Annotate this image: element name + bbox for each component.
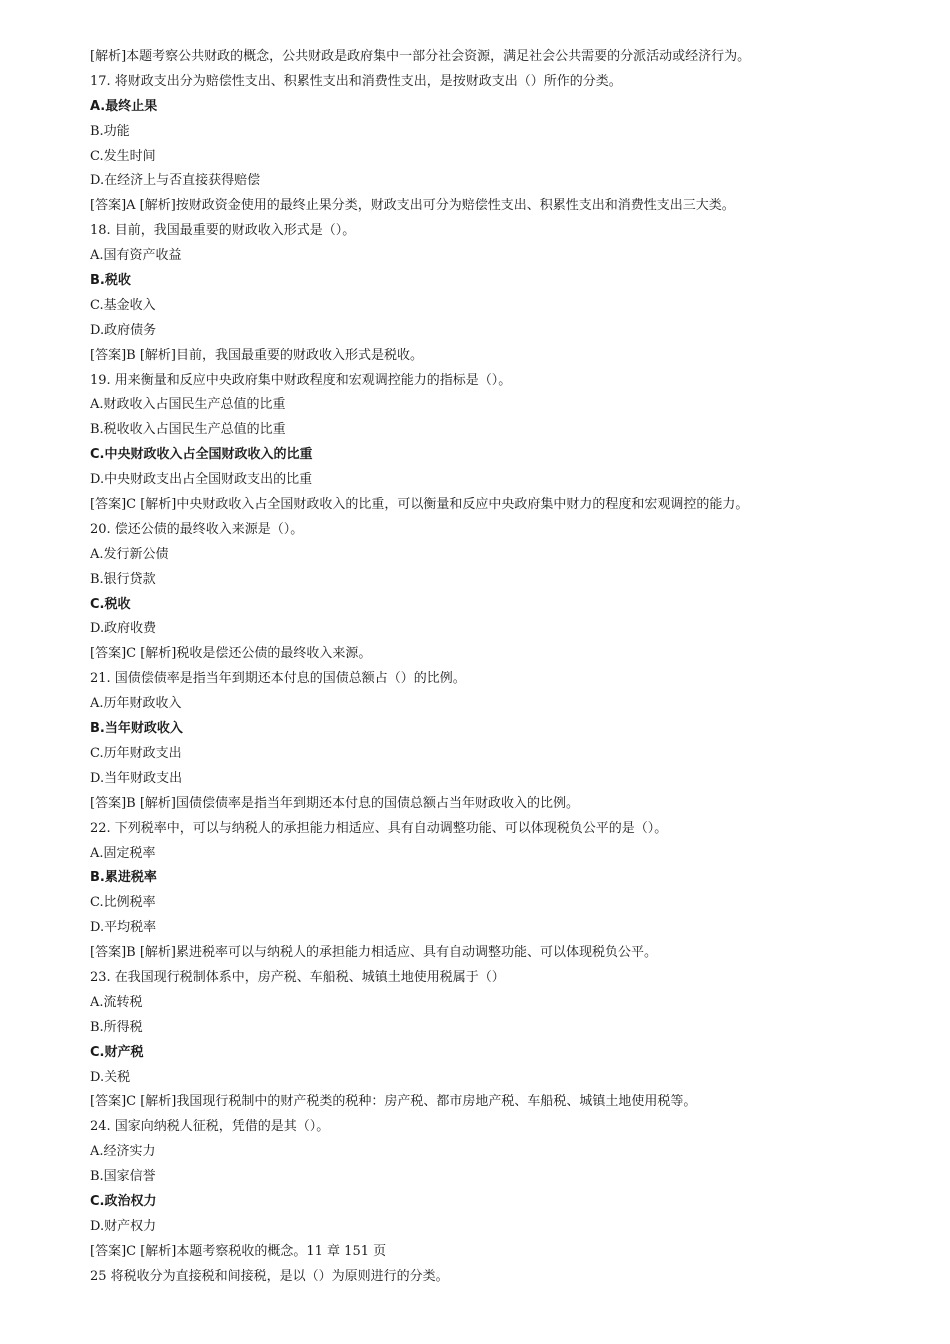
answer-option-correct: C.税收 (90, 596, 131, 612)
text-line: [答案]C [解析]本题考察税收的概念。11 章 151 页 (90, 1243, 387, 1259)
text-line: 18. 目前，我国最重要的财政收入形式是（）。 (90, 223, 356, 239)
text-line: [解析]本题考察公共财政的概念，公共财政是政府集中一部分社会资源，满足社会公共需要的分派活动或经济行为。 (90, 49, 751, 64)
answer-option-correct: B.税收 (90, 273, 131, 289)
text-line: 22. 下列税率中，可以与纳税人的承担能力相适应、具有自动调整功能、可以体现税负公平的是（）。 (90, 820, 668, 836)
text-line: [答案]C [解析]我国现行税制中的财产税类的税种：房产税、都市房地产税、车船税、城镇土地使用税等。 (90, 1094, 697, 1110)
text-line: D.政府收费 (90, 621, 157, 637)
text-line: A.发行新公债 (90, 546, 169, 562)
text-line: D.在经济上与否直接获得赔偿 (90, 173, 261, 189)
answer-option-correct: B.累进税率 (90, 870, 157, 886)
document-body (90, 45, 930, 1290)
text-line: [答案]B [解析]累进税率可以与纳税人的承担能力相适应、具有自动调整功能、可以体现税负公平。 (90, 945, 657, 961)
text-line: [答案]B [解析]目前，我国最重要的财政收入形式是税收。 (90, 347, 423, 363)
text-line: D.政府债务 (90, 322, 157, 338)
text-line: A.国有资产收益 (90, 248, 182, 264)
answer-option-correct: B.当年财政收入 (90, 721, 183, 737)
text-line: B.国家信誉 (90, 1169, 156, 1185)
text-line: D.当年财政支出 (90, 770, 183, 786)
text-line: 24. 国家向纳税人征税，凭借的是其（）。 (90, 1119, 330, 1135)
text-line: 21. 国债偿债率是指当年到期还本付息的国债总额占（）的比例。 (90, 671, 466, 687)
text-line: 23. 在我国现行税制体系中，房产税、车船税、城镇土地使用税属于（） (90, 969, 505, 985)
text-line: 19. 用来衡量和反应中央政府集中财政程度和宏观调控能力的指标是（）。 (90, 372, 512, 388)
text-line: B.所得税 (90, 1019, 143, 1035)
text-line: 25 将税收分为直接税和间接税，是以（）为原则进行的分类。 (90, 1268, 449, 1284)
text-line: D.中央财政支出占全国财政支出的比重 (90, 472, 313, 488)
text-line: B.税收收入占国民生产总值的比重 (90, 422, 286, 438)
text-line: A.历年财政收入 (90, 696, 182, 712)
answer-option-correct: C.中央财政收入占全国财政收入的比重 (90, 447, 313, 463)
text-line: [答案]A [解析]按财政资金使用的最终止果分类，财政支出可分为赔偿性支出、积累性支出和消费性支出三大类。 (90, 198, 735, 214)
text-line: [答案]C [解析]税收是偿还公债的最终收入来源。 (90, 646, 372, 662)
text-line: C.历年财政支出 (90, 745, 182, 761)
answer-option-correct: C.政治权力 (90, 1193, 157, 1209)
text-line: [答案]B [解析]国债偿债率是指当年到期还本付息的国债总额占当年财政收入的比例。 (90, 795, 579, 811)
text-line: A.固定税率 (90, 845, 156, 861)
text-line: 17. 将财政支出分为赔偿性支出、积累性支出和消费性支出，是按财政支出（）所作的分类。 (90, 73, 622, 89)
answer-option-correct: A.最终止果 (90, 98, 158, 114)
text-line: A.流转税 (90, 994, 143, 1010)
text-line: [答案]C [解析]中央财政收入占全国财政收入的比重，可以衡量和反应中央政府集中财力的程度和宏观调控的能力。 (90, 497, 749, 513)
text-line: A.经济实力 (90, 1144, 156, 1160)
text-line: D.财产权力 (90, 1218, 157, 1234)
text-line: B.功能 (90, 123, 130, 139)
answer-option-correct: C.财产税 (90, 1044, 144, 1060)
text-line: C.比例税率 (90, 895, 156, 911)
text-line: D.平均税率 (90, 920, 157, 936)
text-line: D.关税 (90, 1069, 131, 1085)
text-line: C.发生时间 (90, 148, 156, 164)
text-line: A.财政收入占国民生产总值的比重 (90, 397, 286, 413)
text-line: 20. 偿还公债的最终收入来源是（）。 (90, 521, 304, 537)
text-line: C.基金收入 (90, 297, 156, 313)
text-line: B.银行贷款 (90, 571, 156, 587)
